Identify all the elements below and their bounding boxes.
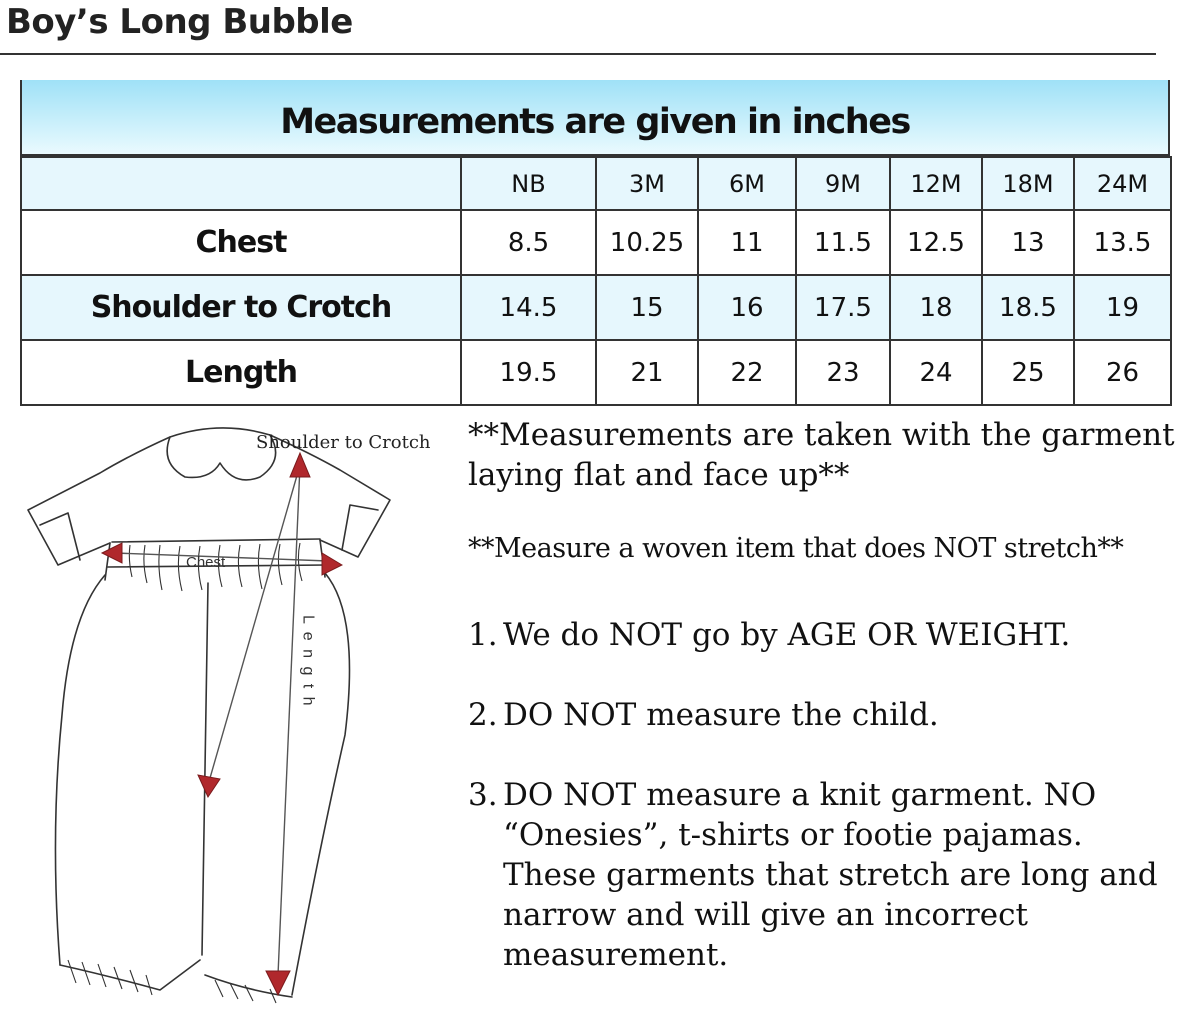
table-cell: 13 (982, 210, 1074, 275)
size-header-cell: NB (461, 157, 596, 210)
table-row-shoulder-to-crotch (21, 275, 1171, 340)
size-header-cell: 6M (698, 157, 796, 210)
list-item-number: 2. (468, 697, 498, 733)
table-cell: 11 (698, 210, 796, 275)
table-cell: 11.5 (796, 210, 890, 275)
size-header-blank (21, 157, 461, 210)
table-cell: 18.5 (982, 275, 1074, 340)
table-cell: 19.5 (461, 340, 596, 405)
garment-diagram (20, 415, 460, 1015)
length-line (278, 465, 300, 975)
size-header-cell: 3M (596, 157, 698, 210)
smocking-pleats (68, 543, 302, 1003)
list-item-text: DO NOT measure the child. (503, 697, 939, 733)
page-title: Boy’s Long Bubble (6, 2, 353, 42)
size-header-cell: 18M (982, 157, 1074, 210)
table-row-length (21, 340, 1171, 405)
shoulder-arrow-icon (290, 453, 310, 477)
size-header-cell: 24M (1074, 157, 1171, 210)
size-chart-caption: Measurements are given in inches (20, 80, 1170, 156)
shoulder-to-crotch-label: Shoulder to Crotch (256, 432, 431, 453)
table-cell: 12.5 (890, 210, 982, 275)
list-item-text: We do NOT go by AGE OR WEIGHT. (503, 617, 1071, 653)
table-cell: 8.5 (461, 210, 596, 275)
chest-label: Chest (186, 554, 226, 571)
list-item-number: 1. (468, 617, 498, 653)
table-cell: 19 (1074, 275, 1171, 340)
crotch-arrow-icon (198, 775, 220, 797)
chest-left-arrow-icon (102, 543, 122, 563)
table-cell: 22 (698, 340, 796, 405)
list-item-text: DO NOT measure a knit garment. NO “Onesies”, t-shirts or footie pajamas. These garments that stretch are long and narrow and will give an incorrect measurement. (503, 777, 1158, 973)
table-cell: 24 (890, 340, 982, 405)
table-cell: 18 (890, 275, 982, 340)
table-cell: 13.5 (1074, 210, 1171, 275)
table-cell: 23 (796, 340, 890, 405)
row-label: Chest (21, 210, 461, 275)
table-row-chest (21, 210, 1171, 275)
size-chart (20, 80, 1170, 406)
length-arrow-icon (266, 971, 290, 995)
row-label: Length (21, 340, 461, 405)
table-cell: 25 (982, 340, 1074, 405)
size-header-cell: 12M (890, 157, 982, 210)
table-cell: 14.5 (461, 275, 596, 340)
size-header-cell: 9M (796, 157, 890, 210)
romper-outline (28, 428, 390, 997)
list-item-number: 3. (468, 777, 498, 813)
length-label: L e n g t h (299, 615, 317, 708)
table-cell: 16 (698, 275, 796, 340)
table-cell: 21 (596, 340, 698, 405)
measure-arrows (102, 453, 342, 995)
table-cell: 10.25 (596, 210, 698, 275)
table-cell: 17.5 (796, 275, 890, 340)
row-label: Shoulder to Crotch (21, 275, 461, 340)
title-divider (0, 53, 1156, 55)
bubble-romper-illustration (20, 415, 460, 1015)
size-table (20, 156, 1172, 406)
table-cell: 15 (596, 275, 698, 340)
note-laying-flat: **Measurements are taken with the garment laying flat and face up** (468, 417, 1175, 493)
shoulder-to-crotch-line (208, 465, 300, 785)
note-woven-item: **Measure a woven item that does NOT stretch** (468, 533, 1124, 564)
size-header-row (21, 157, 1171, 210)
table-cell: 26 (1074, 340, 1171, 405)
chest-right-arrow-icon (322, 553, 342, 575)
